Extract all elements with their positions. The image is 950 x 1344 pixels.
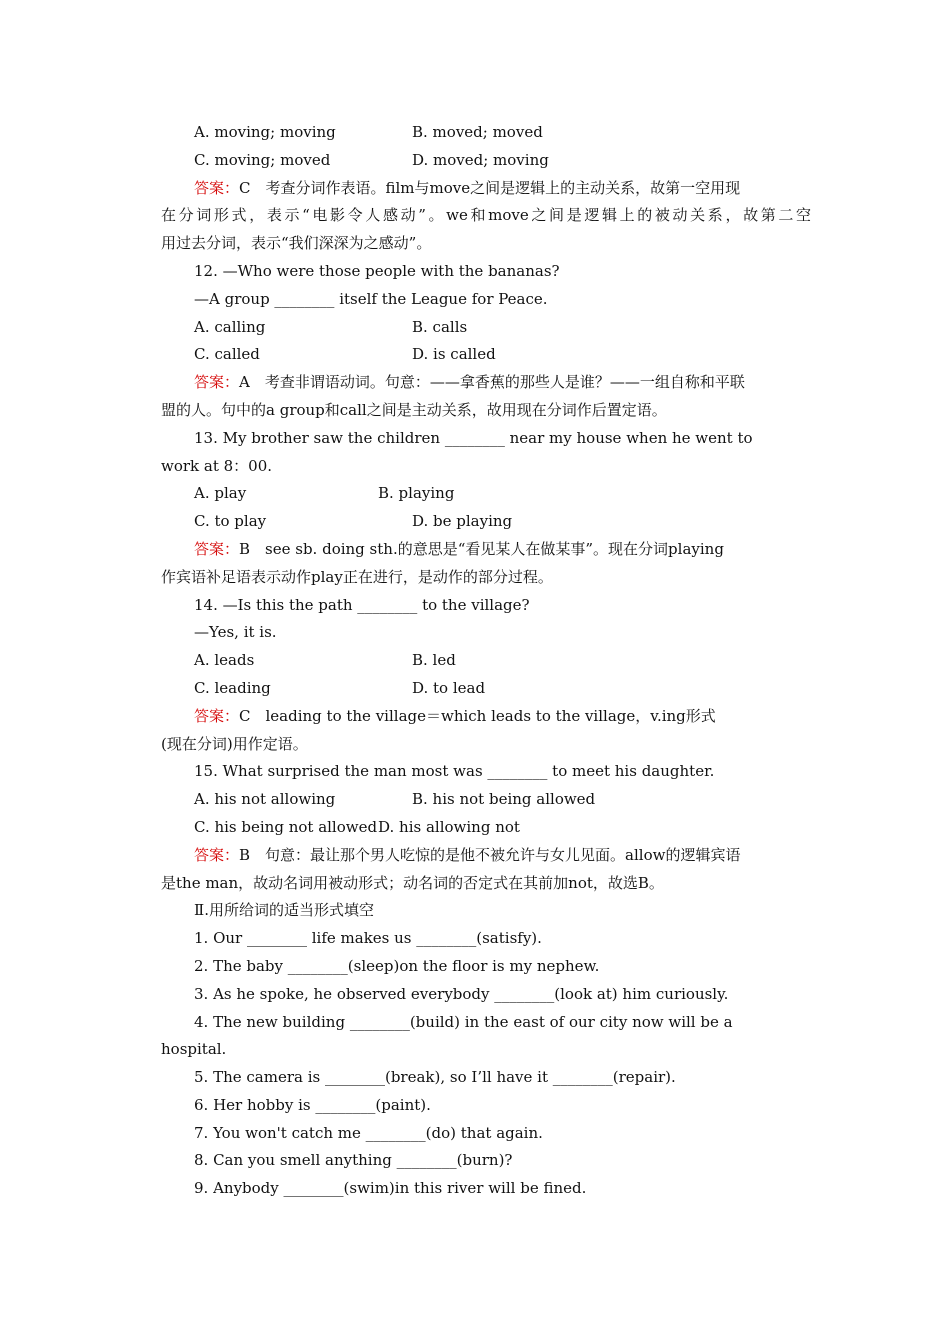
q15-answer-line-2: 是the man，故动名词用被动形式；动名词的否定式在其前加not，故选B。 [161, 873, 664, 892]
answer-label: 答案： [194, 706, 240, 725]
q12-option-c: C. called [194, 345, 260, 364]
q14-options-row-2 [161, 675, 811, 703]
fill-item-4-continued: hospital. [161, 1040, 227, 1059]
q13-options-row-2 [161, 508, 811, 536]
q11-answer-line-1 [161, 175, 811, 203]
fill-item-7: 7. You won't catch me ________(do) that again. [194, 1123, 543, 1142]
fill-item-6: 6. Her hobby is ________(paint). [194, 1095, 431, 1114]
q12-answer-line-2: 盟的人。句中的a group和call之间是主动关系，故用现在分词作后置定语。 [161, 400, 667, 419]
q11-option-b: B. moved; moved [412, 123, 543, 141]
q12-option-a: A. calling [194, 317, 266, 336]
q12-stem-line-1: 12. —Who were those people with the bananas? [194, 261, 560, 280]
fill-item-4: 4. The new building ________(build) in the east of our city now will be a [194, 1012, 733, 1031]
q12-option-d: D. is called [412, 345, 496, 364]
q12-options-row-1 [161, 314, 811, 342]
answer-label: 答案： [194, 178, 240, 197]
q15-option-a: A. his not allowing [194, 790, 336, 809]
q14-answer-line-2: (现在分词)用作定语。 [161, 734, 308, 753]
q15-stem-line-1: 15. What surprised the man most was ________ to meet his daughter. [194, 762, 715, 781]
q15-option-b: B. his not being allowed [412, 790, 596, 809]
q13-option-d: D. be playing [412, 512, 513, 531]
q12-stem-line-2: —A group ________ itself the League for Peace. [194, 289, 548, 308]
q12-answer-text-1: A 考查非谓语动词。句意：——拿香蕉的那些人是谁？——一组自称和平联 [239, 373, 745, 392]
q11-options-row-1 [161, 119, 811, 147]
q13-options-row-1 [161, 480, 811, 508]
q13-option-c: C. to play [194, 512, 267, 531]
fill-item-2: 2. The baby ________(sleep)on the floor is my nephew. [194, 956, 600, 975]
q11-answer-line-2: 在分词形式，表示“电影令人感动”。we和move之间是逻辑上的被动关系，故第二空 [161, 206, 811, 225]
q15-answer-line-1 [161, 842, 811, 870]
q14-option-a: A. leads [194, 651, 255, 670]
q15-options-row-1 [161, 786, 811, 814]
answer-label: 答案： [194, 539, 240, 558]
fill-item-8: 8. Can you smell anything ________(burn)? [194, 1151, 513, 1170]
fill-item-5: 5. The camera is ________(break), so I’ll have it ________(repair). [194, 1068, 676, 1087]
q13-option-b: B. playing [378, 484, 455, 503]
q13-stem-line-1: 13. My brother saw the children ________ near my house when he went to [194, 428, 753, 447]
section-2-title: Ⅱ.用所给词的适当形式填空 [194, 901, 374, 920]
q13-stem-line-2: work at 8：00. [161, 456, 273, 475]
q12-options-row-2 [161, 341, 811, 369]
q11-answer-text-1: C 考查分词作表语。film与move之间是逻辑上的主动关系，故第一空用现 [239, 178, 741, 197]
q11-answer-line-3: 用过去分词，表示“我们深深为之感动”。 [161, 234, 432, 253]
q15-options-row-2 [161, 814, 811, 842]
q14-stem-line-1: 14. —Is this the path ________ to the village? [194, 595, 530, 614]
fill-item-3: 3. As he spoke, he observed everybody ________(look at) him curiously. [194, 984, 729, 1003]
q13-answer-line-1 [161, 536, 811, 564]
q14-option-d: D. to lead [412, 678, 486, 697]
fill-item-1: 1. Our ________ life makes us ________(satisfy). [194, 929, 542, 948]
q13-option-a: A. play [194, 484, 247, 503]
q11-option-d: D. moved; moving [412, 150, 549, 169]
answer-label: 答案： [194, 373, 240, 392]
q11-options-row-2 [161, 147, 811, 175]
q15-option-d: D. his allowing not [378, 817, 520, 836]
q14-option-b: B. led [412, 651, 456, 670]
answer-label: 答案： [194, 845, 240, 864]
q13-answer-line-2: 作宾语补足语表示动作play正在进行，是动作的部分过程。 [161, 567, 553, 586]
q12-answer-line-1 [161, 369, 811, 397]
q13-answer-text-1: B see sb. doing sth.的意思是“看见某人在做某事”。现在分词playing [239, 539, 724, 558]
q12-option-b: B. calls [412, 317, 468, 336]
q11-option-a: A. moving; moving [194, 123, 336, 141]
q14-answer-text-1: C leading to the village＝which leads to the village，v.ing形式 [239, 706, 716, 725]
worksheet-page [161, 119, 811, 1203]
q14-answer-line-1 [161, 703, 811, 731]
q14-stem-line-2: —Yes, it is. [194, 623, 277, 642]
q11-option-c: C. moving; moved [194, 150, 331, 169]
q15-option-c: C. his being not allowed [194, 817, 378, 836]
fill-item-9: 9. Anybody ________(swim)in this river will be fined. [194, 1179, 587, 1198]
q14-options-row-1 [161, 647, 811, 675]
q15-answer-text-1: B 句意：最让那个男人吃惊的是他不被允许与女儿见面。allow的逻辑宾语 [239, 845, 741, 864]
q14-option-c: C. leading [194, 678, 271, 697]
